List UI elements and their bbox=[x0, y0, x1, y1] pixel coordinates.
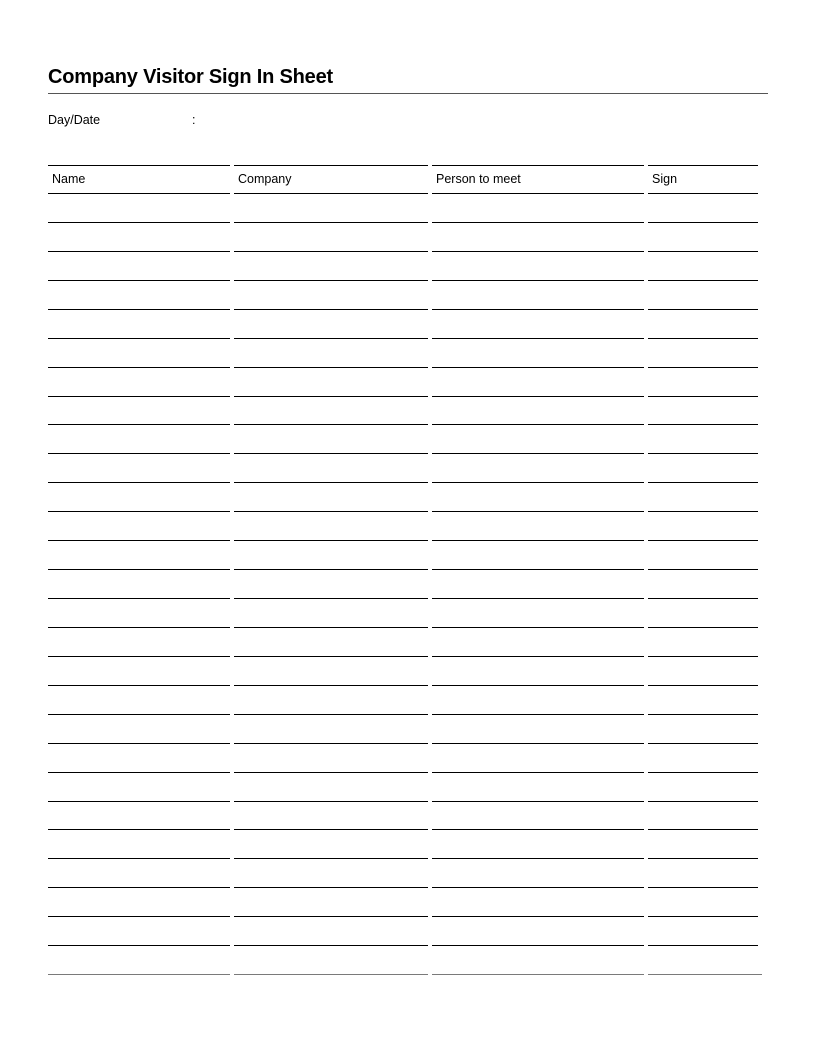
column-header-person-to-meet: Person to meet bbox=[436, 172, 521, 186]
row-7-company-line[interactable] bbox=[234, 396, 428, 397]
row-11-name-line[interactable] bbox=[48, 511, 230, 512]
row-11-person-to-meet-line[interactable] bbox=[432, 511, 644, 512]
column-header-sign: Sign bbox=[652, 172, 678, 186]
row-9-person-to-meet-line[interactable] bbox=[432, 453, 644, 454]
row-10-company-line[interactable] bbox=[234, 482, 428, 483]
row-14-name-line[interactable] bbox=[48, 598, 230, 599]
row-3-person-to-meet-line[interactable] bbox=[432, 280, 644, 281]
row-23-name-line[interactable] bbox=[48, 858, 230, 859]
header-bottom-rule-person_to_meet bbox=[432, 193, 644, 194]
row-5-person-to-meet-line[interactable] bbox=[432, 338, 644, 339]
row-3-company-line[interactable] bbox=[234, 280, 428, 281]
row-19-sign-line[interactable] bbox=[648, 743, 758, 744]
row-27-name-line[interactable] bbox=[48, 974, 230, 975]
row-12-sign-line[interactable] bbox=[648, 540, 758, 541]
row-2-person-to-meet-line[interactable] bbox=[432, 251, 644, 252]
row-9-company-line[interactable] bbox=[234, 453, 428, 454]
row-12-name-line[interactable] bbox=[48, 540, 230, 541]
row-21-name-line[interactable] bbox=[48, 801, 230, 802]
header-top-rule-sign bbox=[648, 165, 758, 166]
row-19-company-line[interactable] bbox=[234, 743, 428, 744]
row-27-company-line[interactable] bbox=[234, 974, 428, 975]
row-4-person-to-meet-line[interactable] bbox=[432, 309, 644, 310]
row-5-name-line[interactable] bbox=[48, 338, 230, 339]
row-24-person-to-meet-line[interactable] bbox=[432, 887, 644, 888]
row-25-name-line[interactable] bbox=[48, 916, 230, 917]
row-25-company-line[interactable] bbox=[234, 916, 428, 917]
header-top-rule-person_to_meet bbox=[432, 165, 644, 166]
row-2-sign-line[interactable] bbox=[648, 251, 758, 252]
header-bottom-rule-company bbox=[234, 193, 428, 194]
row-1-sign-line[interactable] bbox=[648, 222, 758, 223]
column-header-company: Company bbox=[238, 172, 292, 186]
row-10-sign-line[interactable] bbox=[648, 482, 758, 483]
row-15-sign-line[interactable] bbox=[648, 627, 758, 628]
row-16-person-to-meet-line[interactable] bbox=[432, 656, 644, 657]
row-23-company-line[interactable] bbox=[234, 858, 428, 859]
row-8-sign-line[interactable] bbox=[648, 424, 758, 425]
row-2-name-line[interactable] bbox=[48, 251, 230, 252]
row-26-sign-line[interactable] bbox=[648, 945, 758, 946]
row-4-company-line[interactable] bbox=[234, 309, 428, 310]
row-22-company-line[interactable] bbox=[234, 829, 428, 830]
row-18-name-line[interactable] bbox=[48, 714, 230, 715]
row-25-person-to-meet-line[interactable] bbox=[432, 916, 644, 917]
row-2-company-line[interactable] bbox=[234, 251, 428, 252]
row-12-person-to-meet-line[interactable] bbox=[432, 540, 644, 541]
row-7-name-line[interactable] bbox=[48, 396, 230, 397]
row-18-company-line[interactable] bbox=[234, 714, 428, 715]
row-16-sign-line[interactable] bbox=[648, 656, 758, 657]
row-4-name-line[interactable] bbox=[48, 309, 230, 310]
row-3-sign-line[interactable] bbox=[648, 280, 758, 281]
row-19-person-to-meet-line[interactable] bbox=[432, 743, 644, 744]
header-bottom-rule-name bbox=[48, 193, 230, 194]
row-17-company-line[interactable] bbox=[234, 685, 428, 686]
row-17-person-to-meet-line[interactable] bbox=[432, 685, 644, 686]
row-26-company-line[interactable] bbox=[234, 945, 428, 946]
header-top-rule-company bbox=[234, 165, 428, 166]
row-13-person-to-meet-line[interactable] bbox=[432, 569, 644, 570]
row-21-sign-line[interactable] bbox=[648, 801, 758, 802]
row-25-sign-line[interactable] bbox=[648, 916, 758, 917]
row-13-name-line[interactable] bbox=[48, 569, 230, 570]
row-1-name-line[interactable] bbox=[48, 222, 230, 223]
page-title: Company Visitor Sign In Sheet bbox=[48, 66, 333, 88]
row-10-name-line[interactable] bbox=[48, 482, 230, 483]
row-23-person-to-meet-line[interactable] bbox=[432, 858, 644, 859]
row-13-company-line[interactable] bbox=[234, 569, 428, 570]
row-5-sign-line[interactable] bbox=[648, 338, 758, 339]
row-20-person-to-meet-line[interactable] bbox=[432, 772, 644, 773]
row-20-company-line[interactable] bbox=[234, 772, 428, 773]
row-27-sign-line[interactable] bbox=[648, 974, 762, 975]
row-4-sign-line[interactable] bbox=[648, 309, 758, 310]
row-15-company-line[interactable] bbox=[234, 627, 428, 628]
row-20-name-line[interactable] bbox=[48, 772, 230, 773]
row-16-name-line[interactable] bbox=[48, 656, 230, 657]
date-separator: : bbox=[192, 113, 196, 127]
row-24-sign-line[interactable] bbox=[648, 887, 758, 888]
row-20-sign-line[interactable] bbox=[648, 772, 758, 773]
row-19-name-line[interactable] bbox=[48, 743, 230, 744]
row-11-sign-line[interactable] bbox=[648, 511, 758, 512]
row-1-company-line[interactable] bbox=[234, 222, 428, 223]
row-8-person-to-meet-line[interactable] bbox=[432, 424, 644, 425]
row-18-person-to-meet-line[interactable] bbox=[432, 714, 644, 715]
header-top-rule-name bbox=[48, 165, 230, 166]
row-6-name-line[interactable] bbox=[48, 367, 230, 368]
header-bottom-rule-sign bbox=[648, 193, 758, 194]
row-8-name-line[interactable] bbox=[48, 424, 230, 425]
row-22-name-line[interactable] bbox=[48, 829, 230, 830]
row-6-person-to-meet-line[interactable] bbox=[432, 367, 644, 368]
row-14-sign-line[interactable] bbox=[648, 598, 758, 599]
row-21-person-to-meet-line[interactable] bbox=[432, 801, 644, 802]
row-15-person-to-meet-line[interactable] bbox=[432, 627, 644, 628]
row-10-person-to-meet-line[interactable] bbox=[432, 482, 644, 483]
column-header-name: Name bbox=[52, 172, 86, 186]
row-6-sign-line[interactable] bbox=[648, 367, 758, 368]
row-27-person-to-meet-line[interactable] bbox=[432, 974, 644, 975]
row-23-sign-line[interactable] bbox=[648, 858, 758, 859]
row-7-person-to-meet-line[interactable] bbox=[432, 396, 644, 397]
row-18-sign-line[interactable] bbox=[648, 714, 758, 715]
row-17-name-line[interactable] bbox=[48, 685, 230, 686]
row-22-person-to-meet-line[interactable] bbox=[432, 829, 644, 830]
row-13-sign-line[interactable] bbox=[648, 569, 758, 570]
row-14-company-line[interactable] bbox=[234, 598, 428, 599]
row-3-name-line[interactable] bbox=[48, 280, 230, 281]
row-5-company-line[interactable] bbox=[234, 338, 428, 339]
row-22-sign-line[interactable] bbox=[648, 829, 758, 830]
row-26-name-line[interactable] bbox=[48, 945, 230, 946]
row-15-name-line[interactable] bbox=[48, 627, 230, 628]
row-7-sign-line[interactable] bbox=[648, 396, 758, 397]
row-11-company-line[interactable] bbox=[234, 511, 428, 512]
row-9-name-line[interactable] bbox=[48, 453, 230, 454]
row-8-company-line[interactable] bbox=[234, 424, 428, 425]
row-21-company-line[interactable] bbox=[234, 801, 428, 802]
row-24-company-line[interactable] bbox=[234, 887, 428, 888]
row-9-sign-line[interactable] bbox=[648, 453, 758, 454]
row-17-sign-line[interactable] bbox=[648, 685, 758, 686]
row-14-person-to-meet-line[interactable] bbox=[432, 598, 644, 599]
row-1-person-to-meet-line[interactable] bbox=[432, 222, 644, 223]
row-24-name-line[interactable] bbox=[48, 887, 230, 888]
row-12-company-line[interactable] bbox=[234, 540, 428, 541]
row-16-company-line[interactable] bbox=[234, 656, 428, 657]
date-label: Day/Date bbox=[48, 113, 101, 127]
row-26-person-to-meet-line[interactable] bbox=[432, 945, 644, 946]
row-6-company-line[interactable] bbox=[234, 367, 428, 368]
